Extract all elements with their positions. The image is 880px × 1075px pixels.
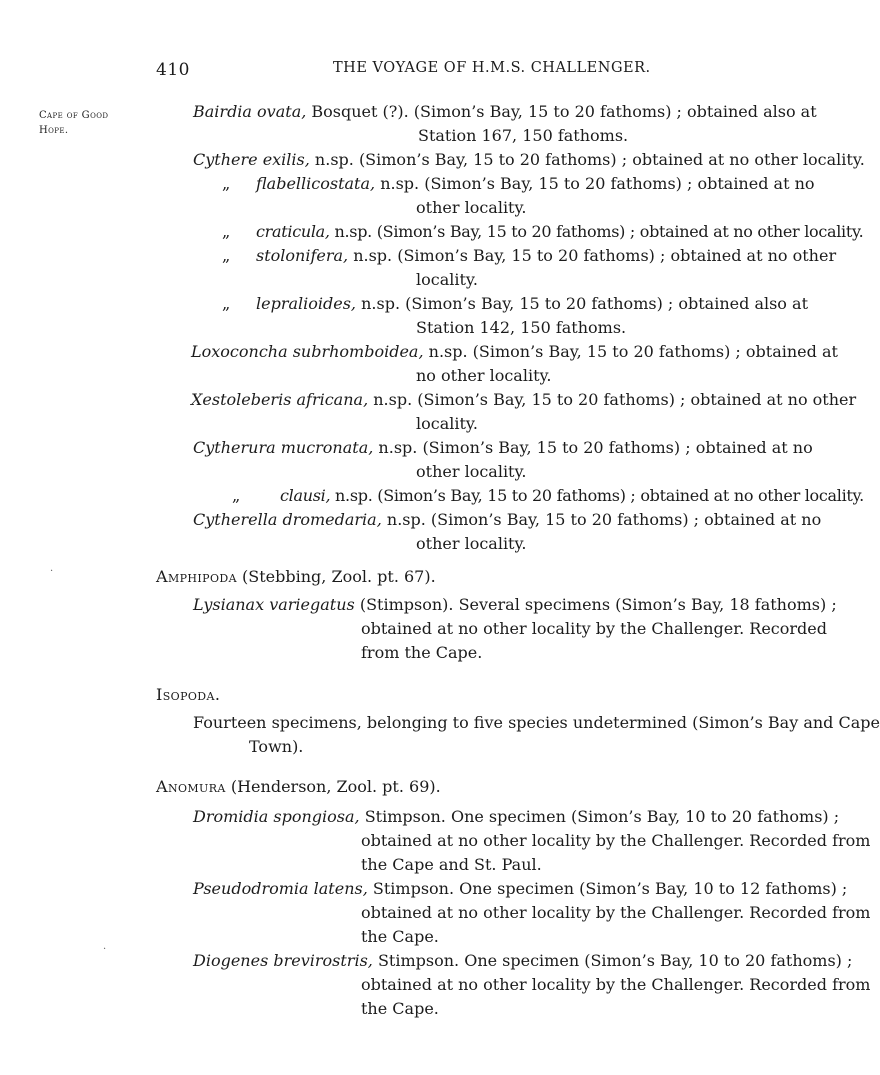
species-name: Cythere exilis, <box>193 150 310 169</box>
entry-pseudodromia-cont2: the Cape. <box>361 927 439 946</box>
entry-lysianax <box>193 593 837 617</box>
species-name: stolonifera, <box>256 246 349 265</box>
entry-cytherura <box>193 436 813 460</box>
entry-clausi <box>280 484 864 508</box>
species-name: Dromidia spongiosa, <box>193 807 360 826</box>
species-text: (Simon’s Bay, 15 to 20 fathoms) ; obtained also at <box>413 102 817 121</box>
entry-dromidia-cont2: the Cape and St. Paul. <box>361 855 542 874</box>
entry-pseudodromia-cont1: obtained at no other locality by the Challenger. Recorded from <box>361 903 871 922</box>
species-name: flabellicostata, <box>256 174 376 193</box>
page-number: 410 <box>156 60 190 80</box>
species-text: n.sp. (Simon’s Bay, 15 to 20 fathoms) ; obtained also at <box>361 294 808 313</box>
entry-loxoconcha <box>191 340 838 364</box>
entry-lysianax-cont2: from the Cape. <box>361 643 483 662</box>
entry-craticula <box>256 220 863 244</box>
running-title: THE VOYAGE OF H.M.S. CHALLENGER. <box>333 60 651 76</box>
entry-stolonifera-cont: locality. <box>416 270 478 289</box>
entry-stolonifera <box>256 244 836 268</box>
ditto-mark: „ <box>232 486 241 505</box>
margin-note-line2: Hope. <box>39 125 69 136</box>
species-name: Bairdia ovata, <box>193 102 307 121</box>
speck-mark: · <box>103 944 107 955</box>
species-author: Bosquet (?). <box>311 102 409 121</box>
heading-label: Amphipoda <box>156 567 237 586</box>
species-text: n.sp. (Simon’s Bay, 15 to 20 fathoms) ; obtained at no <box>386 510 822 529</box>
species-name: lepralioides, <box>256 294 357 313</box>
species-name: Cytherella dromedaria, <box>193 510 382 529</box>
entry-xestoleberis <box>191 388 856 412</box>
species-name: clausi, <box>280 486 331 505</box>
entry-lysianax-cont1: obtained at no other locality by the Challenger. Recorded <box>361 619 827 638</box>
entry-lepralioides-cont: Station 142, 150 fathoms. <box>416 318 627 337</box>
entry-cytherella <box>193 508 821 532</box>
ditto-mark: „ <box>222 174 231 193</box>
entry-cythere-exilis <box>193 148 865 172</box>
entry-diogenes-cont1: obtained at no other locality by the Challenger. Recorded from <box>361 975 871 994</box>
speck-mark: · <box>50 566 54 577</box>
species-name: Lysianax variegatus <box>193 595 355 614</box>
species-text: n.sp. (Simon’s Bay, 15 to 20 fathoms) ; obtained at no other <box>373 390 857 409</box>
species-text: n.sp. (Simon’s Bay, 15 to 20 fathoms) ; obtained at no other <box>353 246 837 265</box>
heading-ref: (Stebbing, Zool. pt. 67). <box>242 567 436 586</box>
entry-xestoleberis-cont: locality. <box>416 414 478 433</box>
section-heading-isopoda: Isopoda. <box>156 685 221 704</box>
entry-dromidia-cont1: obtained at no other locality by the Challenger. Recorded from <box>361 831 871 850</box>
heading-ref: (Henderson, Zool. pt. 69). <box>230 777 441 796</box>
entry-diogenes-cont2: the Cape. <box>361 999 439 1018</box>
isopoda-text: Fourteen specimens, belonging to five species undetermined (Simon’s Bay and Cape <box>193 713 880 732</box>
species-text: n.sp. (Simon’s Bay, 15 to 20 fathoms) ; obtained at no other locality. <box>334 222 864 241</box>
species-text: n.sp. (Simon’s Bay, 15 to 20 fathoms) ; obtained at no <box>378 438 813 457</box>
species-name: craticula, <box>256 222 330 241</box>
species-text: Stimpson. One specimen (Simon’s Bay, 10 to 20 fathoms) ; <box>377 951 853 970</box>
entry-bairdia <box>193 100 817 124</box>
species-text: (Stimpson). Several specimens (Simon’s Bay, 18 fathoms) ; <box>359 595 837 614</box>
species-text: n.sp. (Simon’s Bay, 15 to 20 fathoms) ; obtained at no <box>380 174 815 193</box>
isopoda-text-cont: Town). <box>249 737 304 756</box>
entry-flabellicostata-cont: other locality. <box>416 198 527 217</box>
entry-flabellicostata <box>256 172 815 196</box>
species-text: n.sp. (Simon’s Bay, 15 to 20 fathoms) ; obtained at <box>428 342 838 361</box>
entry-lepralioides <box>256 292 808 316</box>
ditto-mark: „ <box>222 222 231 241</box>
entry-pseudodromia <box>193 877 847 901</box>
entry-dromidia <box>193 805 839 829</box>
heading-label: Anomura <box>156 777 226 796</box>
entry-loxoconcha-cont: no other locality. <box>416 366 552 385</box>
entry-bairdia-cont: Station 167, 150 fathoms. <box>418 126 629 145</box>
species-name: Diogenes brevirostris, <box>193 951 373 970</box>
species-text: n.sp. (Simon’s Bay, 15 to 20 fathoms) ; obtained at no other locality. <box>335 486 864 505</box>
species-name: Pseudodromia latens, <box>193 879 368 898</box>
section-heading-amphipoda <box>156 565 436 589</box>
entry-cytherella-cont: other locality. <box>416 534 527 553</box>
ditto-mark: „ <box>222 246 231 265</box>
margin-note-line1: Cape of Good <box>39 110 109 121</box>
species-name: Cytherura mucronata, <box>193 438 374 457</box>
species-name: Loxoconcha subrhomboidea, <box>191 342 424 361</box>
ditto-mark: „ <box>222 294 231 313</box>
species-text: Stimpson. One specimen (Simon’s Bay, 10 to 12 fathoms) ; <box>372 879 848 898</box>
entry-cytherura-cont: other locality. <box>416 462 527 481</box>
entry-diogenes <box>193 949 852 973</box>
species-text: Stimpson. One specimen (Simon’s Bay, 10 to 20 fathoms) ; <box>364 807 840 826</box>
section-heading-anomura <box>156 775 441 799</box>
species-text: n.sp. (Simon’s Bay, 15 to 20 fathoms) ; obtained at no other locality. <box>314 150 865 169</box>
species-name: Xestoleberis africana, <box>191 390 369 409</box>
